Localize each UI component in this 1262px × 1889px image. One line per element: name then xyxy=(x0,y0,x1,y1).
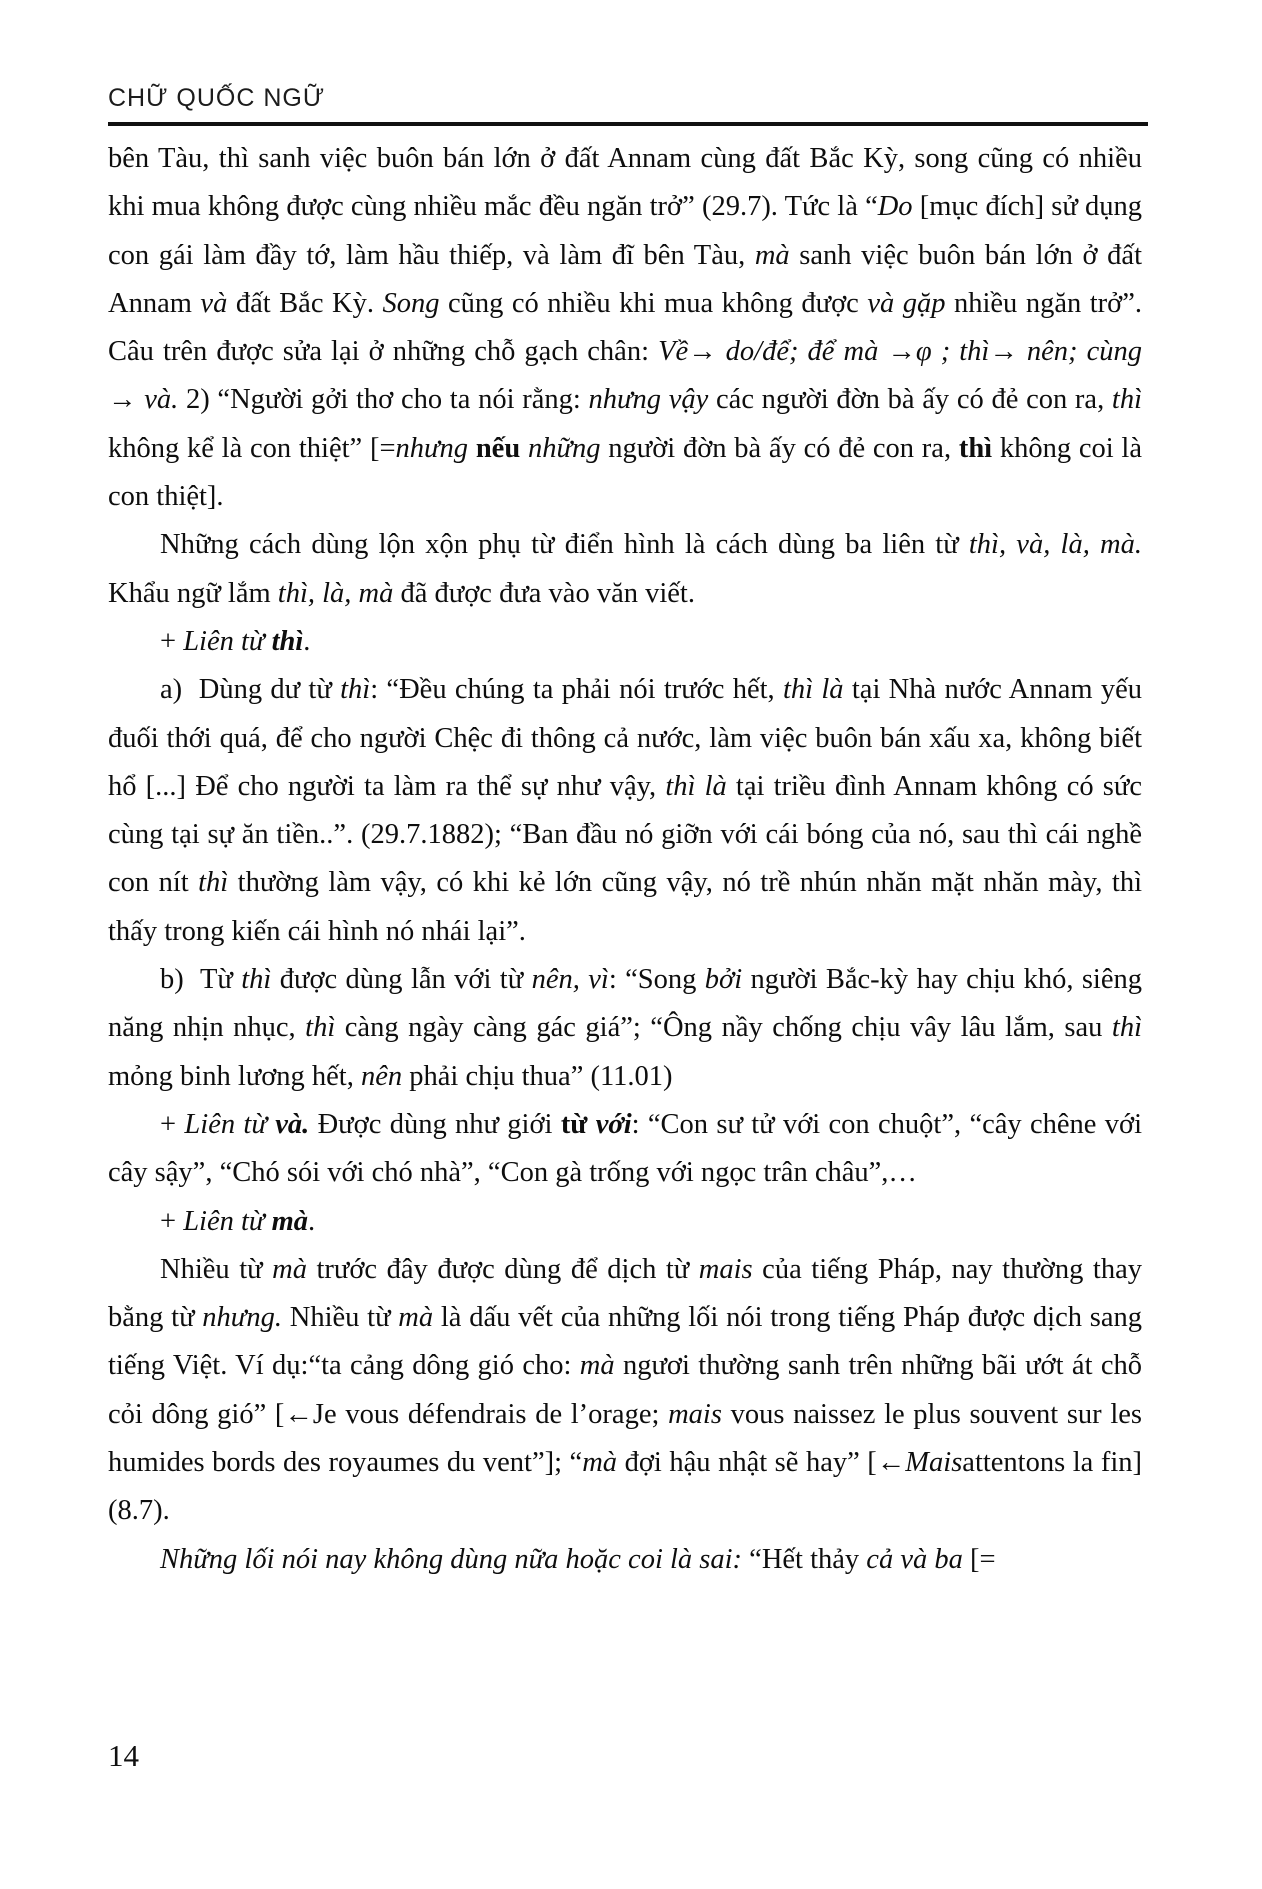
text-run: mà xyxy=(398,1302,434,1334)
text-run: . xyxy=(303,625,311,657)
text-run: mà xyxy=(271,1205,309,1237)
text-run: attentons la fin] (8.7). xyxy=(108,1447,1142,1527)
text-run: thì là xyxy=(665,770,727,802)
text-run: mà xyxy=(579,1350,615,1382)
text-run: nhiều ngăn trở”. Câu trên được sửa lại ở những chỗ gạch chân: xyxy=(108,287,1142,368)
text-run: bên Tàu, thì sanh việc buôn bán lớn ở đất Annam cùng đất Bắc Kỳ, song cũng có nhiều khi mua không được cùng nhiều mắc đều ngăn trở” (29.7). Tức là “ xyxy=(108,143,1142,223)
text-run: Được dùng như giới xyxy=(309,1108,561,1140)
text-run: thì xyxy=(271,625,304,657)
page-body xyxy=(108,135,1142,1584)
text-run: thì xyxy=(958,432,993,464)
text-run: thì xyxy=(198,867,229,899)
text-run: Về→ do/để; để mà →φ ; thì→ nên; cùng → và. xyxy=(108,336,1142,416)
text-run: mà xyxy=(754,239,790,271)
paragraph xyxy=(108,1536,1142,1584)
paragraph xyxy=(108,521,1142,618)
text-run: nên, vì xyxy=(531,964,609,996)
text-run: người Bắc-kỳ hay chịu khó, siêng năng nhịn nhục, xyxy=(108,964,1142,1044)
paragraph xyxy=(108,956,1142,1101)
text-run: Nhiều từ xyxy=(281,1302,399,1334)
text-run: : “Song xyxy=(608,964,705,996)
text-run: nhưng. xyxy=(202,1302,282,1334)
text-run: nhưng xyxy=(395,432,469,464)
text-run: mà xyxy=(272,1253,307,1285)
text-run: : “Con sư tử với con chuột”, “cây chêne với cây sậy”, “Chó sói với chó nhà”, “Con gà trống với ngọc trân châu”,… xyxy=(108,1108,1143,1189)
text-run: đất Bắc Kỳ. xyxy=(227,287,383,319)
text-run: càng ngày càng gác giá”; “Ông nầy chống chịu vây lâu lắm, sau xyxy=(335,1012,1112,1044)
page-number: 14 xyxy=(108,1738,139,1773)
text-run: với xyxy=(595,1108,632,1140)
text-run: nếu xyxy=(475,432,521,464)
text-run: 2) “Người gởi thơ cho ta nói rằng: xyxy=(178,384,589,416)
text-run: và xyxy=(200,287,228,319)
text-run: mais xyxy=(698,1253,753,1285)
text-run: đợi hậu nhật sẽ hay” [← xyxy=(617,1447,906,1479)
text-run: tại Nhà nước Annam yếu đuối thới quá, để cho người Chệc đi thông cả nước, làm việc buôn bán xấu xa, không biết hổ [...] Để cho người ta làm ra thể sự như vậy, xyxy=(108,674,1142,802)
text-run: thì là xyxy=(782,674,844,706)
text-run: đã được đưa vào văn viết. xyxy=(393,577,695,609)
text-run: thì xyxy=(305,1012,336,1044)
paragraph xyxy=(108,666,1142,956)
text-run: Những lối nói nay không dùng nữa hoặc coi là sai: xyxy=(160,1543,743,1575)
text-run: nên xyxy=(360,1060,403,1092)
header-rule xyxy=(108,122,1148,126)
text-run: vous naissez le plus souvent sur les humides bords des royaumes du vent”]; “ xyxy=(108,1398,1142,1479)
text-run: tại triều đình Annam không có sức cùng tại sự ăn tiền..”. (29.7.1882); “Ban đầu nó giỡn với cái bóng của nó, sau thì cái nghề con nít xyxy=(108,770,1142,899)
text-run: thì xyxy=(1111,384,1142,416)
text-run: a) Dùng dư từ xyxy=(160,674,341,706)
text-run: Liên từ xyxy=(183,1205,272,1237)
text-run: Song xyxy=(382,287,440,319)
text-run: và. xyxy=(275,1108,310,1140)
text-run: mỏng binh lương hết, xyxy=(108,1060,361,1092)
text-run: mà xyxy=(582,1447,618,1479)
text-run xyxy=(520,433,528,464)
text-run: + xyxy=(160,625,184,657)
text-run: phải chịu thua” (11.01) xyxy=(402,1060,673,1092)
paragraph xyxy=(108,135,1142,521)
text-run: [mục đích] sử dụng con gái làm đầy tớ, làm hầu thiếp, và làm đĩ bên Tàu, xyxy=(108,191,1142,271)
paragraph xyxy=(108,1246,1142,1536)
text-run: cũng có nhiều khi mua không được xyxy=(439,287,868,319)
text-run: [= xyxy=(962,1543,996,1575)
text-run: + xyxy=(160,1205,184,1237)
text-run: “Hết thảy xyxy=(742,1543,867,1575)
text-run: thì xyxy=(241,964,272,996)
text-run: nhưng vậy xyxy=(588,384,709,416)
text-run: Những cách dùng lộn xộn phụ từ điển hình là cách dùng ba liên từ xyxy=(160,529,969,561)
text-run: ngươi thường sanh trên những bãi ướt át chỗ cỏi dông gió” [←Je vous défendrais de l’orage; xyxy=(108,1350,1142,1430)
text-run: từ xyxy=(560,1108,596,1140)
text-run: và gặp xyxy=(867,287,946,319)
text-run: Khẩu ngữ lắm xyxy=(108,577,278,609)
text-run: là dấu vết của những lối nói trong tiếng Pháp được dịch sang tiếng Việt. Ví dụ:“ta cảng dông gió cho: xyxy=(108,1302,1142,1382)
text-run: thường làm vậy, có khi kẻ lớn cũng vậy, nó trề nhún nhăn mặt nhăn mày, thì thấy trong kiến cái hình nó nhái lại”. xyxy=(108,867,1142,947)
text-run: + xyxy=(160,1108,185,1140)
text-run: Nhiều từ xyxy=(160,1253,273,1285)
text-run: sanh việc buôn bán lớn ở đất Annam xyxy=(108,239,1142,319)
paragraph xyxy=(108,1198,1142,1246)
text-run: mais xyxy=(668,1398,722,1430)
text-run: cả và ba xyxy=(866,1543,963,1575)
text-run: Liên từ xyxy=(183,625,272,657)
text-run: không coi là con thiệt]. xyxy=(108,432,1142,513)
text-run: : “Đều chúng ta phải nói trước hết, xyxy=(370,674,783,706)
paragraph xyxy=(108,1101,1142,1198)
text-run: trước đây được dùng để dịch từ xyxy=(306,1253,699,1285)
text-run: Mais xyxy=(905,1447,963,1479)
text-run xyxy=(468,433,476,464)
text-run: những xyxy=(527,432,601,464)
running-header: CHỮ QUỐC NGỮ xyxy=(108,84,326,112)
text-run: của tiếng Pháp, nay thường thay bằng từ xyxy=(108,1253,1142,1334)
paragraph xyxy=(108,618,1142,666)
text-run: các người đờn bà ấy có đẻ con ra, xyxy=(708,384,1112,416)
text-run: thì xyxy=(340,674,371,706)
text-run: . xyxy=(308,1205,316,1237)
text-run: được dùng lẫn với từ xyxy=(271,964,532,996)
text-run: Liên từ xyxy=(184,1108,276,1140)
text-run: thì, và, là, mà. xyxy=(968,529,1142,561)
text-run: không kể là con thiệt” [= xyxy=(108,432,396,464)
text-run: thì, là, mà xyxy=(277,577,394,609)
text-run: bởi xyxy=(704,964,743,996)
text-run: b) Từ xyxy=(160,964,242,996)
text-run: Do xyxy=(877,191,913,223)
text-run: người đờn bà ấy có đẻ con ra, xyxy=(600,432,959,464)
text-run: thì xyxy=(1111,1012,1142,1044)
